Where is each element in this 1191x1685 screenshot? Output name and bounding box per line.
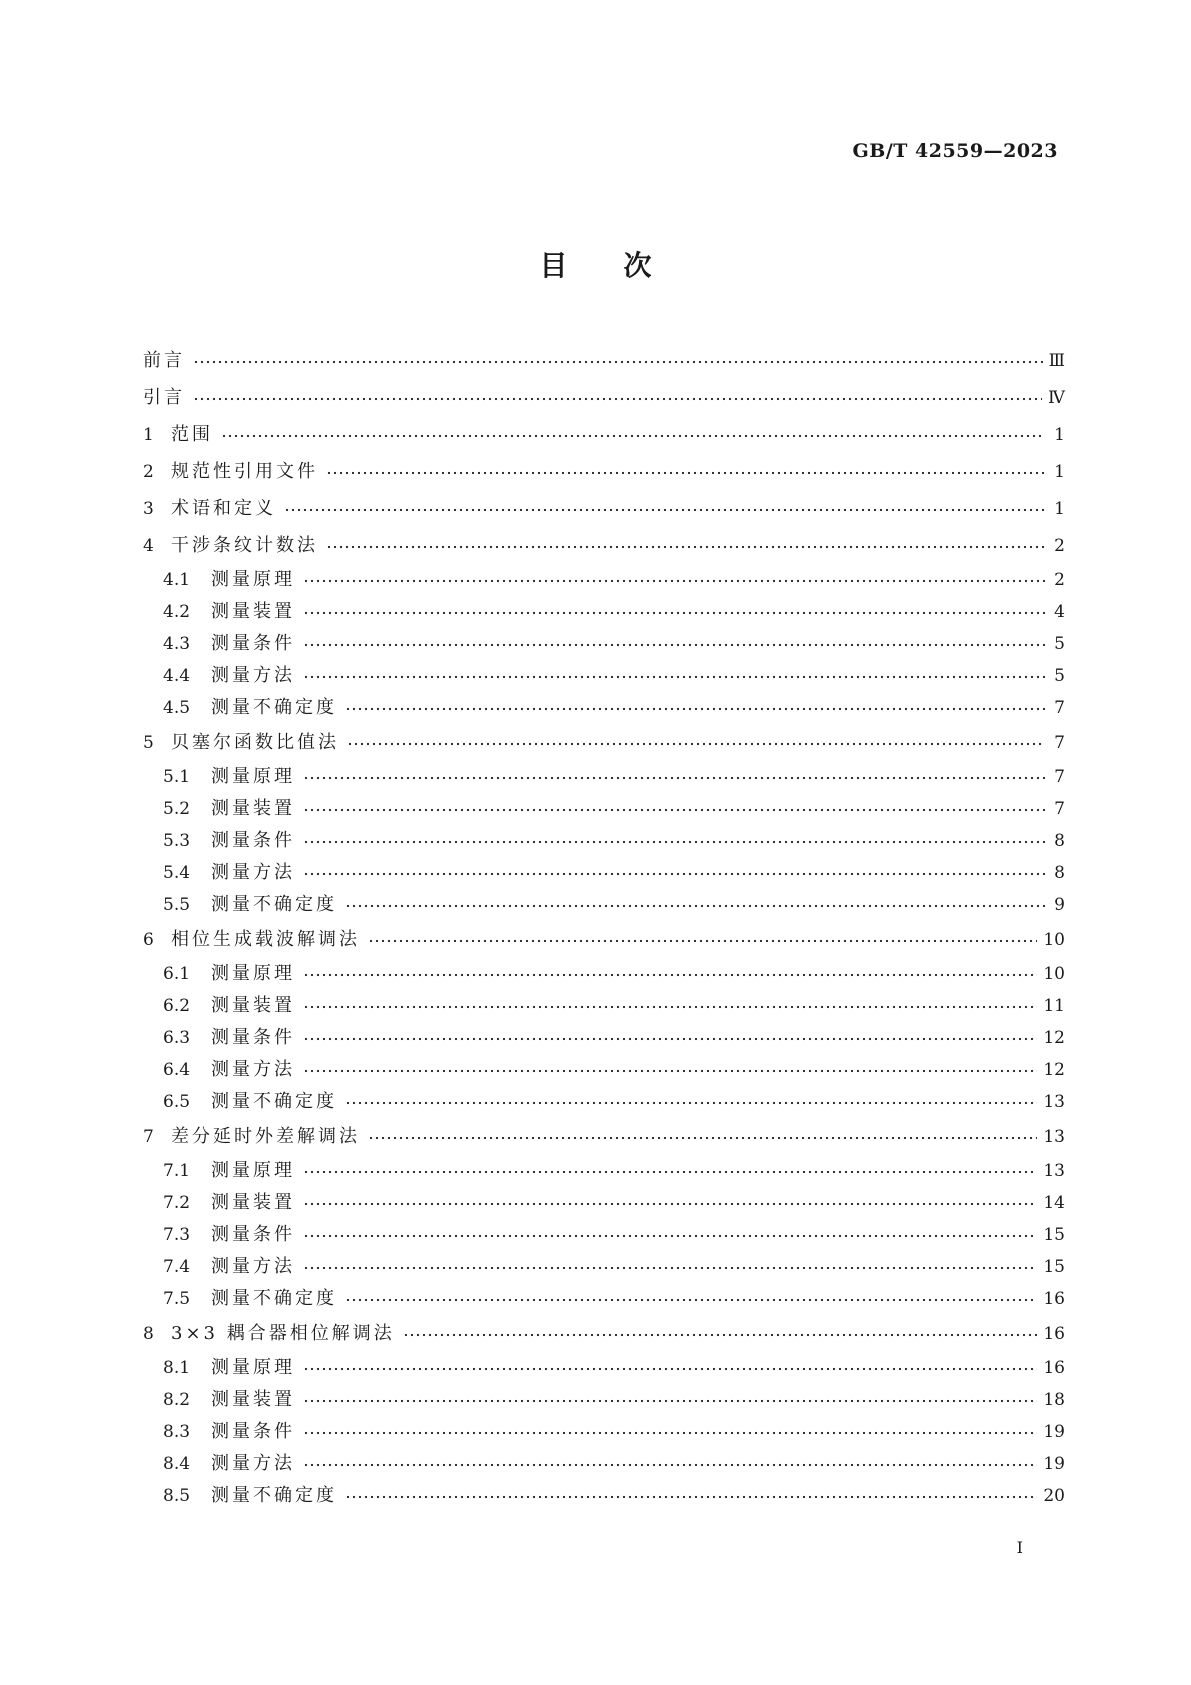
toc-entry-page: 1	[1054, 425, 1065, 445]
toc-entry-number: 5.4	[163, 863, 191, 883]
toc-entry-page: 5	[1054, 634, 1065, 654]
toc-entry-label: 范围	[171, 424, 213, 445]
toc-entry-page: 8	[1054, 831, 1065, 851]
toc-entry-label: 规范性引用文件	[171, 461, 318, 482]
toc-subentry[interactable]	[143, 1219, 1065, 1251]
toc-entry-label: 测量原理	[211, 963, 295, 984]
toc-entry-label: 测量条件	[211, 1027, 295, 1048]
dot-leader	[303, 1423, 1037, 1441]
toc-entry-page: 16	[1043, 1358, 1065, 1378]
toc-entry-number: 6.5	[163, 1092, 191, 1112]
toc-entry-page: 9	[1054, 895, 1065, 915]
toc-entry-label: 测量装置	[211, 1389, 295, 1410]
toc-entry-page: 19	[1043, 1454, 1065, 1474]
toc-entry-number: 4.1	[163, 570, 191, 590]
toc-entry-page: 8	[1054, 863, 1065, 883]
toc-entry-number: 7	[143, 1127, 154, 1147]
toc-entry-page: 5	[1054, 666, 1065, 686]
toc-entry-page: 13	[1043, 1092, 1065, 1112]
toc-entry-number: 7.2	[163, 1193, 191, 1213]
toc-subentry[interactable]	[143, 1251, 1065, 1283]
toc-entry-number: 5	[143, 733, 154, 753]
dot-leader	[303, 1162, 1037, 1180]
toc-subentry[interactable]	[143, 958, 1065, 990]
toc-entry-label: 测量不确定度	[211, 1485, 337, 1506]
toc-entry-number: 8.1	[163, 1358, 191, 1378]
toc-entry-number: 8.2	[163, 1390, 191, 1410]
toc-entry-label: 测量方法	[211, 1256, 295, 1277]
toc-entry-label: 测量不确定度	[211, 894, 337, 915]
toc-subentry[interactable]	[143, 889, 1065, 921]
toc-entry-number: 7.1	[163, 1161, 191, 1181]
toc-entry-page: 1	[1054, 499, 1065, 519]
toc-subentry[interactable]	[143, 1480, 1065, 1512]
toc-entry-number: 4	[143, 536, 154, 556]
toc-subentry[interactable]	[143, 1054, 1065, 1086]
toc-entry-label: 测量装置	[211, 798, 295, 819]
toc-entry[interactable]	[143, 1315, 1065, 1352]
dot-leader	[303, 997, 1037, 1015]
dot-leader	[403, 1325, 1038, 1343]
toc-entry-page: 12	[1043, 1060, 1065, 1080]
toc-entry-page: 1	[1054, 462, 1065, 482]
toc-entry-number: 6.3	[163, 1028, 191, 1048]
dot-leader	[303, 635, 1045, 653]
dot-leader	[303, 864, 1045, 882]
dot-leader	[347, 734, 1045, 752]
toc-subentry[interactable]	[143, 990, 1065, 1022]
toc-entry-page: 11	[1043, 996, 1065, 1016]
toc-entry-label: 测量原理	[211, 1357, 295, 1378]
toc-entry[interactable]	[143, 724, 1065, 761]
toc-entry-label: 引言	[143, 387, 185, 408]
dot-leader	[303, 1029, 1037, 1047]
toc-subentry[interactable]	[143, 628, 1065, 660]
toc-entry-label: 测量不确定度	[211, 1091, 337, 1112]
toc-entry-number: 6.1	[163, 964, 191, 984]
toc-entry-page: Ⅲ	[1048, 351, 1065, 371]
toc-entry-label: 差分延时外差解调法	[171, 1126, 360, 1147]
toc-entry[interactable]	[143, 490, 1065, 527]
toc-entry-number: 7.4	[163, 1257, 191, 1277]
toc-entry[interactable]	[143, 379, 1065, 416]
page-title: 目 次	[539, 249, 652, 282]
dot-leader	[326, 537, 1045, 555]
toc-entry-page: 10	[1043, 964, 1065, 984]
toc-entry-label: 测量方法	[211, 1453, 295, 1474]
toc-entry-label: 测量不确定度	[211, 1288, 337, 1309]
toc-entry-page: 7	[1054, 767, 1065, 787]
dot-leader	[193, 389, 1042, 407]
dot-leader	[221, 426, 1045, 444]
toc-entry-number: 5.3	[163, 831, 191, 851]
toc-subentry[interactable]	[143, 1352, 1065, 1384]
toc-subentry[interactable]	[143, 1384, 1065, 1416]
dot-leader	[303, 603, 1045, 621]
page-folio: Ⅰ	[1016, 1538, 1023, 1557]
toc-entry-number: 7.5	[163, 1289, 191, 1309]
toc-subentry[interactable]	[143, 1155, 1065, 1187]
toc-entry-label: 干涉条纹计数法	[171, 535, 318, 556]
toc-subentry[interactable]	[143, 761, 1065, 793]
dot-leader	[345, 1487, 1037, 1505]
toc-entry-label: 测量方法	[211, 1059, 295, 1080]
toc-entry[interactable]	[143, 453, 1065, 490]
toc-entry-page: 15	[1043, 1257, 1065, 1277]
toc-entry-label: 前言	[143, 350, 185, 371]
dot-leader	[345, 1093, 1037, 1111]
toc-entry-page: 10	[1043, 930, 1065, 950]
toc-entry[interactable]	[143, 527, 1065, 564]
dot-leader	[345, 699, 1045, 717]
toc-subentry[interactable]	[143, 1416, 1065, 1448]
toc-entry-label: 测量原理	[211, 766, 295, 787]
toc-entry-label: 测量不确定度	[211, 697, 337, 718]
toc-subentry[interactable]	[143, 1086, 1065, 1118]
toc-entry-page: 13	[1043, 1161, 1065, 1181]
toc-entry-page: 7	[1054, 799, 1065, 819]
toc-entry-number: 8.5	[163, 1486, 191, 1506]
toc-entry-number: 4.4	[163, 666, 191, 686]
dot-leader	[368, 1128, 1037, 1146]
dot-leader	[368, 931, 1037, 949]
toc-subentry[interactable]	[143, 825, 1065, 857]
toc-subentry[interactable]	[143, 1187, 1065, 1219]
toc-subentry[interactable]	[143, 596, 1065, 628]
toc-entry[interactable]	[143, 416, 1065, 453]
toc-entry-page: 2	[1054, 570, 1065, 590]
toc-entry-page: 7	[1054, 733, 1065, 753]
toc-subentry[interactable]	[143, 692, 1065, 724]
toc-subentry[interactable]	[143, 1283, 1065, 1315]
toc-entry-number: 8	[143, 1324, 154, 1344]
dot-leader	[303, 1258, 1037, 1276]
toc-entry-page: 16	[1043, 1324, 1065, 1344]
toc-entry-label: 贝塞尔函数比值法	[171, 732, 339, 753]
toc-subentry[interactable]	[143, 660, 1065, 692]
toc-entry-page: 20	[1043, 1486, 1065, 1506]
toc-entry-number: 4.5	[163, 698, 191, 718]
dot-leader	[303, 965, 1037, 983]
dot-leader	[303, 1061, 1037, 1079]
dot-leader	[303, 667, 1045, 685]
toc-entry[interactable]	[143, 342, 1065, 379]
dot-leader	[303, 1359, 1037, 1377]
toc-entry-label: 测量装置	[211, 995, 295, 1016]
toc-entry-label: 测量条件	[211, 1224, 295, 1245]
toc-entry-number: 8.4	[163, 1454, 191, 1474]
toc-entry-page: Ⅳ	[1048, 388, 1065, 408]
dot-leader	[345, 1290, 1037, 1308]
dot-leader	[303, 768, 1045, 786]
standard-number: GB/T 42559—2023	[852, 140, 1058, 162]
toc-entry-number: 5.1	[163, 767, 191, 787]
toc-entry-page: 15	[1043, 1225, 1065, 1245]
toc-entry-number: 6.4	[163, 1060, 191, 1080]
toc-entry-page: 2	[1054, 536, 1065, 556]
dot-leader	[193, 352, 1043, 370]
toc-entry-page: 16	[1043, 1289, 1065, 1309]
toc-entry-label: 测量原理	[211, 569, 295, 590]
toc-entry-number: 2	[143, 462, 154, 482]
dot-leader	[326, 463, 1045, 481]
dot-leader	[345, 896, 1045, 914]
dot-leader	[303, 1455, 1037, 1473]
toc-entry-page: 14	[1043, 1193, 1065, 1213]
toc-entry-page: 4	[1054, 602, 1065, 622]
toc-entry[interactable]	[143, 921, 1065, 958]
toc-entry-label: 术语和定义	[171, 498, 276, 519]
dot-leader	[303, 571, 1045, 589]
toc-subentry[interactable]	[143, 1022, 1065, 1054]
toc-entry-number: 5.5	[163, 895, 191, 915]
toc-subentry[interactable]	[143, 793, 1065, 825]
dot-leader	[303, 1391, 1037, 1409]
toc-entry-page: 18	[1043, 1390, 1065, 1410]
toc-entry-label: 测量装置	[211, 1192, 295, 1213]
toc-entry-label: 测量条件	[211, 633, 295, 654]
toc-entry[interactable]	[143, 1118, 1065, 1155]
toc-entry-number: 4.3	[163, 634, 191, 654]
toc-entry-page: 13	[1043, 1127, 1065, 1147]
table-of-contents	[143, 342, 1065, 1512]
toc-entry-number: 6	[143, 930, 154, 950]
toc-entry-label: 测量方法	[211, 665, 295, 686]
toc-entry-label: 测量装置	[211, 601, 295, 622]
toc-subentry[interactable]	[143, 1448, 1065, 1480]
dot-leader	[303, 1226, 1037, 1244]
toc-entry-label: 测量方法	[211, 862, 295, 883]
toc-entry-label: 相位生成载波解调法	[171, 929, 360, 950]
toc-entry-page: 12	[1043, 1028, 1065, 1048]
toc-entry-label: 测量条件	[211, 1421, 295, 1442]
toc-entry-number: 5.2	[163, 799, 191, 819]
dot-leader	[303, 832, 1045, 850]
toc-entry-label: 测量原理	[211, 1160, 295, 1181]
toc-entry-page: 7	[1054, 698, 1065, 718]
toc-subentry[interactable]	[143, 857, 1065, 889]
toc-entry-number: 6.2	[163, 996, 191, 1016]
toc-entry-number: 1	[143, 425, 154, 445]
toc-entry-page: 19	[1043, 1422, 1065, 1442]
toc-entry-label: 测量条件	[211, 830, 295, 851]
toc-subentry[interactable]	[143, 564, 1065, 596]
dot-leader	[303, 1194, 1037, 1212]
toc-entry-number: 7.3	[163, 1225, 191, 1245]
toc-entry-number: 4.2	[163, 602, 191, 622]
toc-entry-number: 8.3	[163, 1422, 191, 1442]
toc-entry-number: 3	[143, 499, 154, 519]
dot-leader	[303, 800, 1045, 818]
toc-entry-label: 3×3 耦合器相位解调法	[171, 1323, 395, 1344]
dot-leader	[284, 500, 1045, 518]
